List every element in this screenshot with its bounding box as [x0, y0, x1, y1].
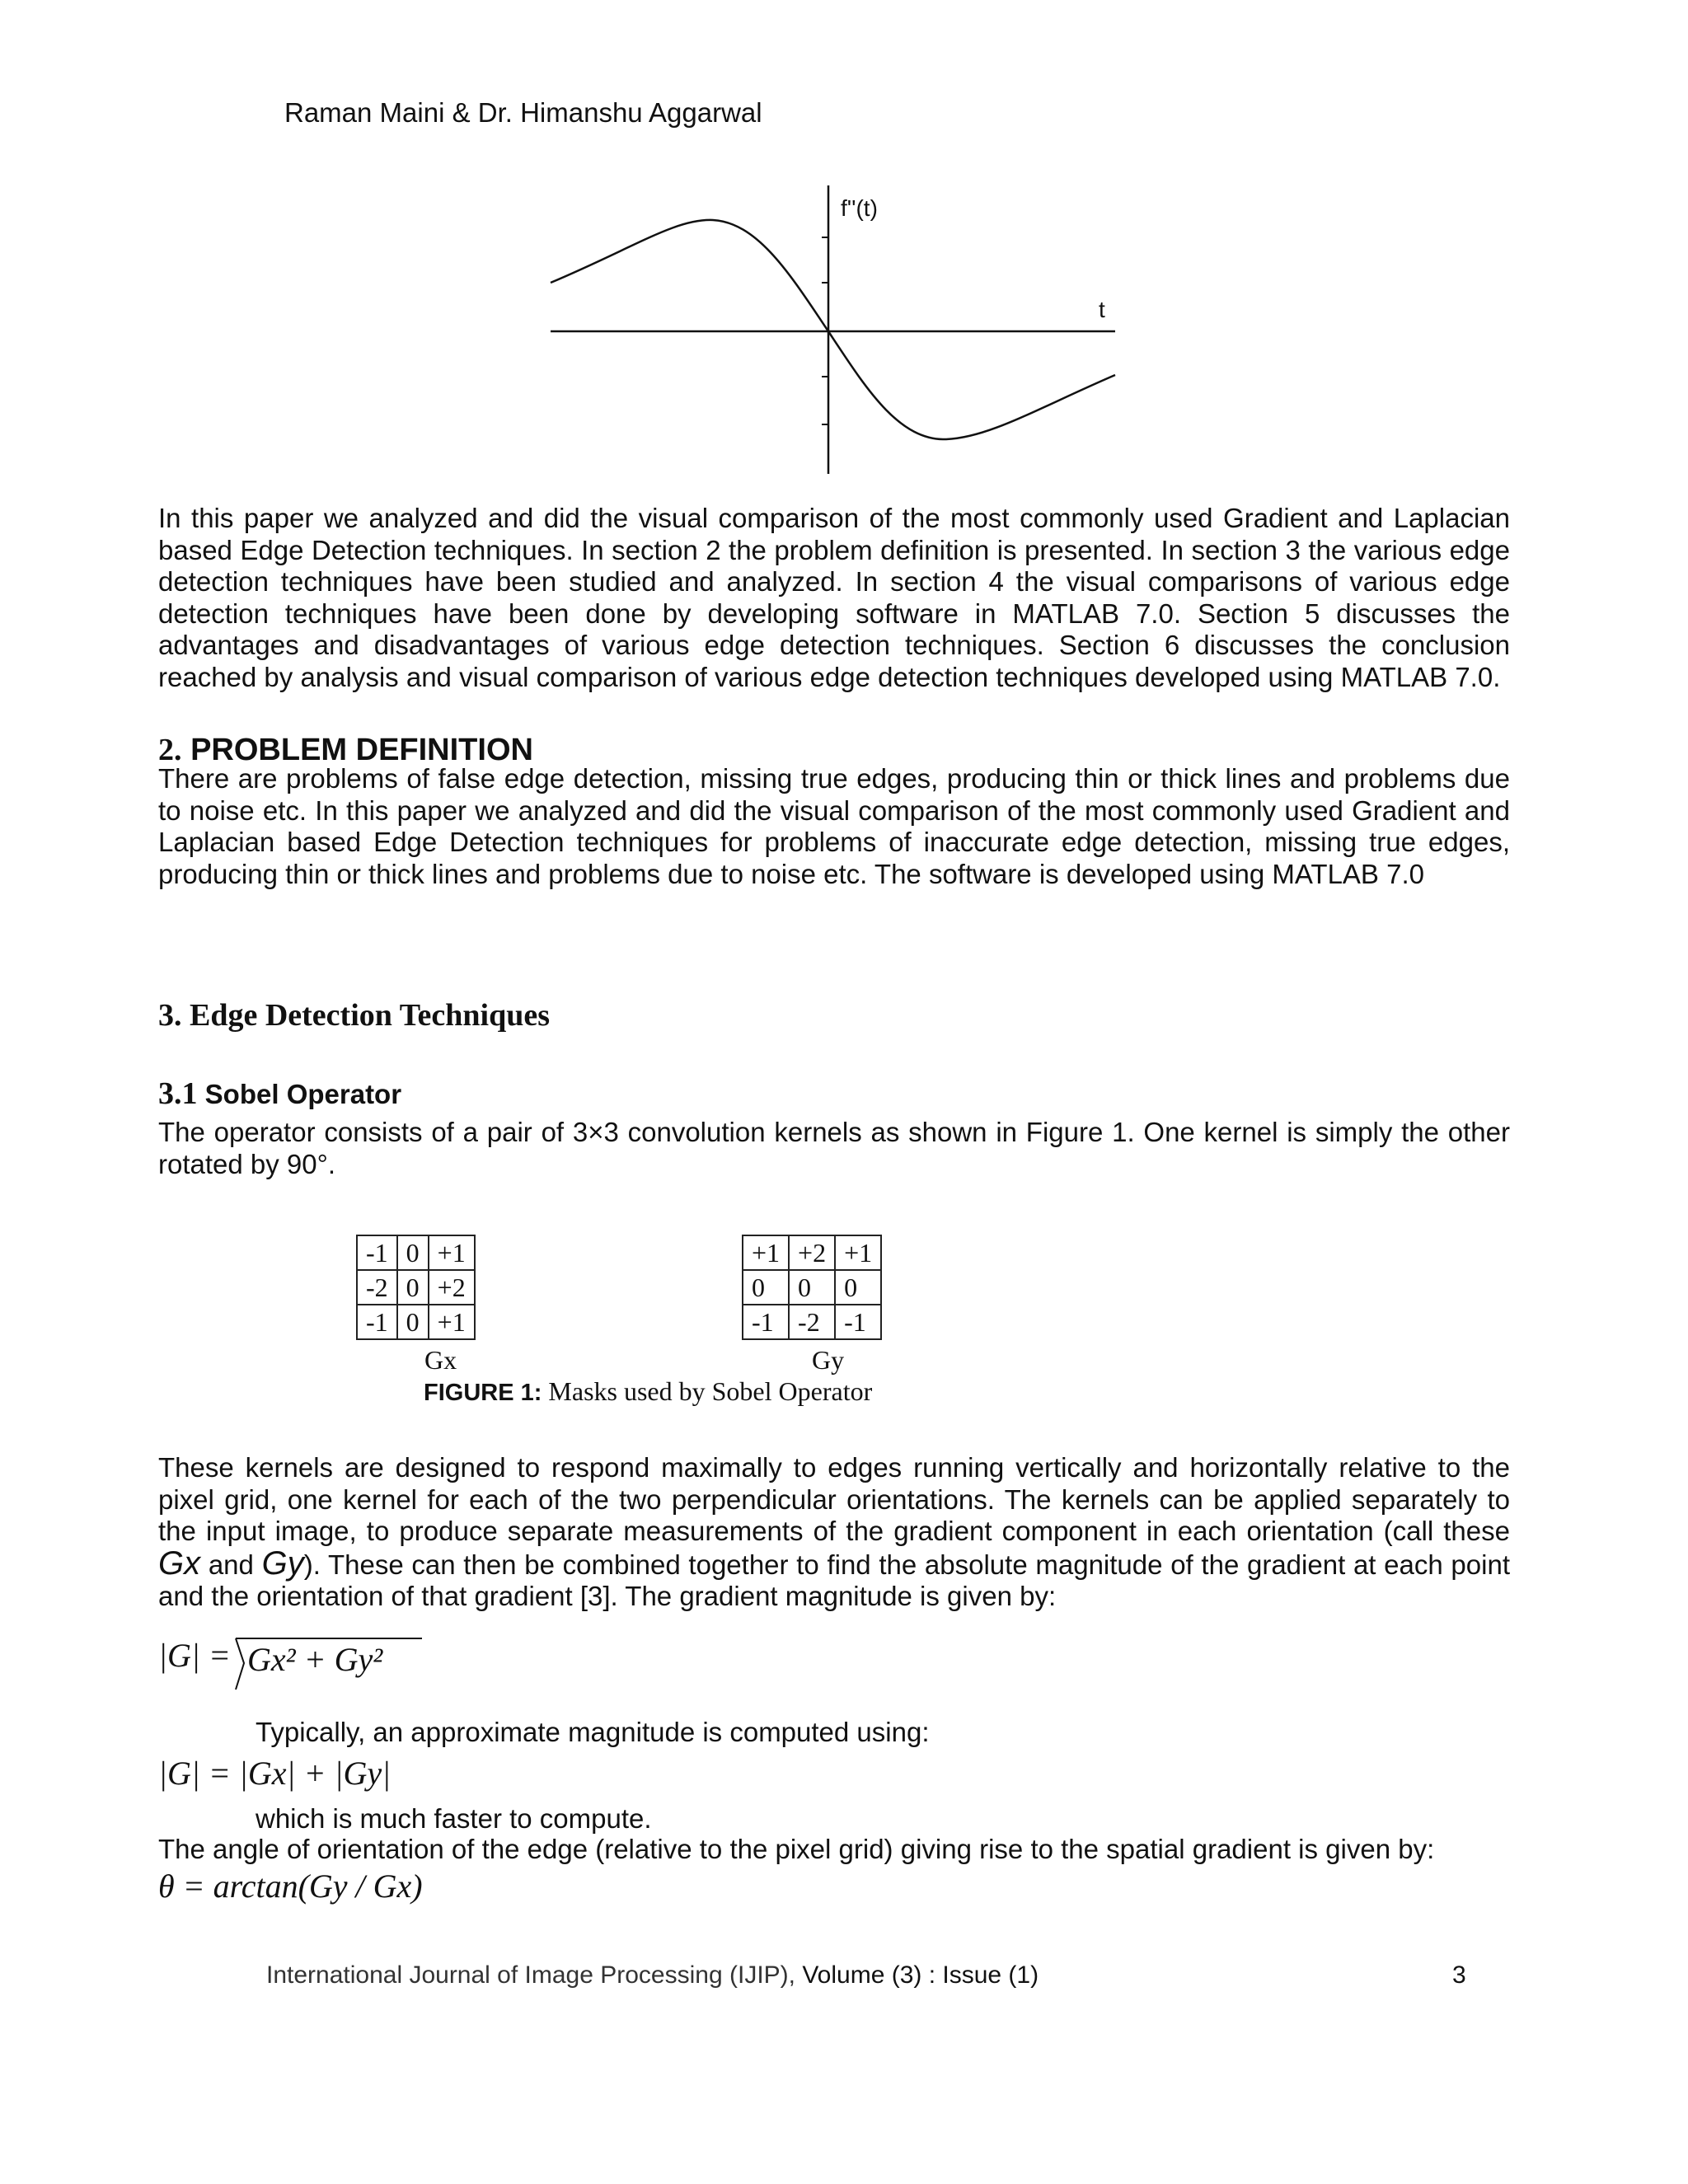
section31-title: Sobel Operator	[204, 1079, 402, 1109]
table-cell: 0	[397, 1305, 429, 1339]
kernel-text-2: ). These can then be combined together to find the absolute magnitude of the gradient at each point and the orientation of that gradient [3]. The gradient magnitude is given by:	[158, 1549, 1510, 1611]
table-cell: 0	[789, 1270, 835, 1305]
gx-term: Gx	[158, 1544, 201, 1582]
table-row	[357, 1270, 475, 1305]
table-row	[743, 1305, 881, 1339]
kernel-text-and: and	[200, 1549, 262, 1580]
table-cell: 0	[835, 1270, 881, 1305]
approx-magnitude-equation: |G| = |Gx| + |Gy|	[158, 1755, 392, 1792]
section2-paragraph: There are problems of false edge detection, missing true edges, producing thin or thick lines and problems due to noise etc. In this paper we analyzed and did the visual comparison of the most commonly used Gradient and Laplacian based Edge Detection techniques for problems of inaccurate edge detection, missing true edges, producing thin or thick lines and problems due to noise etc. The software is developed using MATLAB 7.0	[158, 763, 1510, 889]
angle-equation: θ = arctan(Gy / Gx)	[158, 1868, 423, 1905]
intro-paragraph: In this paper we analyzed and did the visual comparison of the most commonly used Gradient and Laplacian based Edge Detection techniques. In section 2 the problem definition is presented. In section 3 the various edge detection techniques have been studied and analyzed. In section 4 the visual comparisons of various edge detection techniques have been done by developing software in MATLAB 7.0. Section 5 discusses the advantages and disadvantages of various edge detection techniques. Section 6 discusses the conclusion reached by analysis and visual comparison of various edge detection techniques developed using MATLAB 7.0.	[158, 503, 1510, 692]
angle-intro-text: The angle of orientation of the edge (relative to the pixel grid) giving rise to the spatial gradient is given by:	[158, 1834, 1435, 1864]
gx-mask-table	[356, 1235, 476, 1340]
running-header: Raman Maini & Dr. Himanshu Aggarwal	[284, 97, 762, 128]
gy-label: Gy	[812, 1345, 845, 1375]
footer-journal	[266, 1961, 1039, 1990]
footer-journal-name: International Journal of Image Processing (IJIP),	[266, 1961, 803, 1989]
section31-heading	[158, 1076, 401, 1112]
approx-intro-text: Typically, an approximate magnitude is computed using:	[256, 1717, 930, 1747]
kernel-paragraph	[158, 1452, 1510, 1613]
magnitude-equation-rhs: Gx² + Gy²	[247, 1641, 383, 1678]
gy-term: Gy	[261, 1544, 304, 1582]
table-cell: 0	[397, 1235, 429, 1270]
curve	[551, 220, 1115, 439]
table-cell: -1	[835, 1305, 881, 1339]
table-row	[357, 1235, 475, 1270]
table-cell: -1	[357, 1305, 397, 1339]
gx-label: Gx	[424, 1345, 457, 1375]
table-cell: -2	[789, 1305, 835, 1339]
table-row	[743, 1235, 881, 1270]
table-cell: +1	[743, 1235, 789, 1270]
page-number: 3	[1452, 1961, 1466, 1989]
table-cell: +2	[429, 1270, 475, 1305]
section2-number: 2.	[158, 733, 182, 767]
table-row	[743, 1270, 881, 1305]
table-cell: 0	[743, 1270, 789, 1305]
table-cell: +1	[429, 1235, 475, 1270]
kernel-text-1: These kernels are designed to respond maximally to edges running vertically and horizontally relative to the pixel grid, one kernel for each of the two perpendicular orientations. The kernels can be applied separately to the input image, to produce separate measurements of the gradient component in each orientation (call these	[158, 1452, 1510, 1546]
footer-volume: Volume (3) : Issue (1)	[802, 1961, 1039, 1989]
gy-mask-table	[742, 1235, 882, 1340]
y-axis-label: f''(t)	[841, 195, 878, 221]
table-cell: -1	[357, 1235, 397, 1270]
table-cell: -1	[743, 1305, 789, 1339]
faster-text: which is much faster to compute.	[256, 1803, 652, 1834]
section31-paragraph: The operator consists of a pair of 3×3 convolution kernels as shown in Figure 1. One kernel is simply the other rotated by 90°.	[158, 1117, 1510, 1179]
table-row	[357, 1305, 475, 1339]
figure1-caption	[424, 1376, 872, 1407]
plot-svg	[544, 185, 1137, 482]
table-cell: +1	[835, 1235, 881, 1270]
table-cell: +1	[429, 1305, 475, 1339]
magnitude-equation-lhs: |G| =	[158, 1637, 231, 1674]
second-derivative-plot	[544, 185, 1137, 486]
x-axis-label: t	[1099, 297, 1105, 322]
section3-heading: 3. Edge Detection Techniques	[158, 998, 551, 1033]
figure1-caption-label: FIGURE 1:	[424, 1380, 542, 1406]
table-cell: +2	[789, 1235, 835, 1270]
table-cell: -2	[357, 1270, 397, 1305]
section31-number: 3.1	[158, 1076, 198, 1111]
figure1-caption-text: Masks used by Sobel Operator	[548, 1376, 873, 1406]
section2-title: PROBLEM DEFINITION	[190, 733, 533, 767]
table-cell: 0	[397, 1270, 429, 1305]
